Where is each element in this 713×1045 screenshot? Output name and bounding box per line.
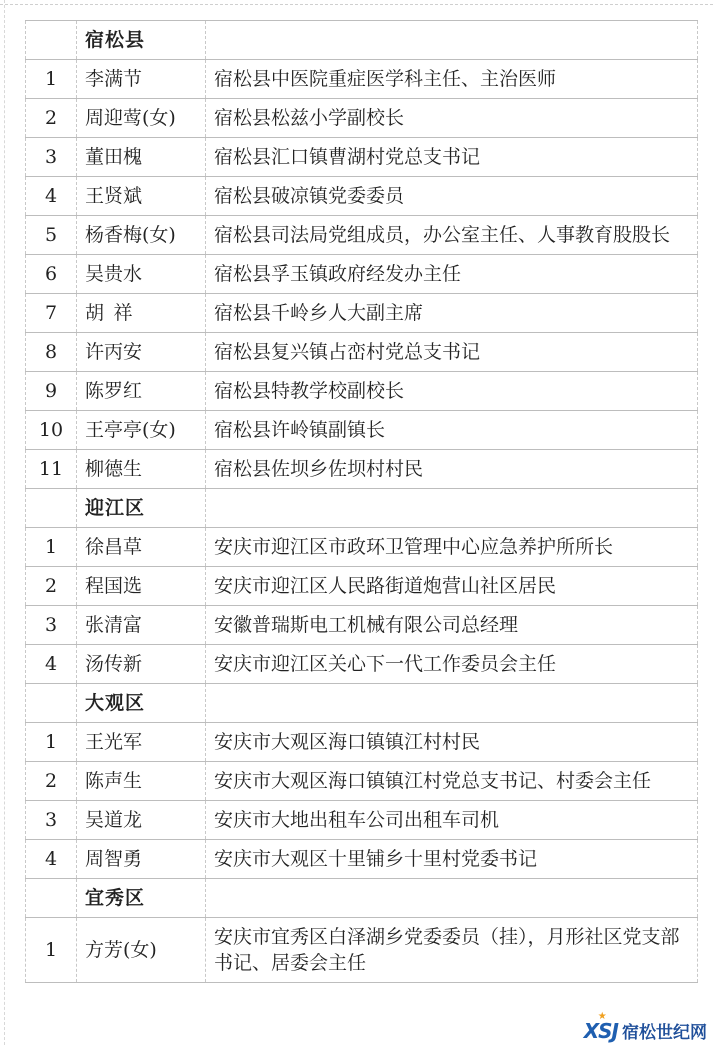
person-name: 杨香梅(女) bbox=[77, 216, 206, 255]
person-name: 王亭亭(女) bbox=[77, 411, 206, 450]
person-position: 宿松县许岭镇副镇长 bbox=[206, 411, 698, 450]
person-name: 程国选 bbox=[77, 567, 206, 606]
section-blank-cell bbox=[206, 879, 698, 918]
person-name: 陈声生 bbox=[77, 762, 206, 801]
section-header-yingjiang bbox=[26, 489, 698, 528]
person-name: 陈罗红 bbox=[77, 372, 206, 411]
row-number: 1 bbox=[26, 723, 77, 762]
table-row bbox=[26, 138, 698, 177]
table-row bbox=[26, 450, 698, 489]
person-position: 宿松县千岭乡人大副主席 bbox=[206, 294, 698, 333]
table-row bbox=[26, 645, 698, 684]
row-number: 4 bbox=[26, 177, 77, 216]
person-name: 李满节 bbox=[77, 60, 206, 99]
person-name: 王贤斌 bbox=[77, 177, 206, 216]
section-title: 宜秀区 bbox=[77, 879, 206, 918]
person-position: 宿松县特教学校副校长 bbox=[206, 372, 698, 411]
table-row bbox=[26, 918, 698, 983]
section-blank-cell bbox=[206, 684, 698, 723]
person-position: 安庆市宜秀区白泽湖乡党委委员（挂），月形社区党支部书记、居委会主任 bbox=[206, 918, 698, 983]
row-number: 1 bbox=[26, 60, 77, 99]
person-position: 安庆市迎江区市政环卫管理中心应急养护所所长 bbox=[206, 528, 698, 567]
section-title: 大观区 bbox=[77, 684, 206, 723]
table-row bbox=[26, 528, 698, 567]
table-row bbox=[26, 411, 698, 450]
star-icon: ★ bbox=[597, 1010, 606, 1022]
site-name: 宿松世纪网 bbox=[622, 1023, 707, 1043]
section-number-cell bbox=[26, 879, 77, 918]
site-logo bbox=[583, 1010, 618, 1043]
person-position: 安庆市迎江区人民路街道炮营山社区居民 bbox=[206, 567, 698, 606]
person-position: 安庆市大观区海口镇镇江村村民 bbox=[206, 723, 698, 762]
row-number: 4 bbox=[26, 840, 77, 879]
roster-table bbox=[25, 20, 698, 983]
person-position: 宿松县孚玉镇政府经发办主任 bbox=[206, 255, 698, 294]
section-header-yixiu bbox=[26, 879, 698, 918]
row-number: 2 bbox=[26, 762, 77, 801]
person-name: 王光军 bbox=[77, 723, 206, 762]
table-row bbox=[26, 255, 698, 294]
row-number: 11 bbox=[26, 450, 77, 489]
section-number-cell bbox=[26, 684, 77, 723]
table-row bbox=[26, 606, 698, 645]
row-number: 7 bbox=[26, 294, 77, 333]
person-position: 宿松县佐坝乡佐坝村村民 bbox=[206, 450, 698, 489]
table-row bbox=[26, 762, 698, 801]
table-row bbox=[26, 333, 698, 372]
row-number: 8 bbox=[26, 333, 77, 372]
page-top-edge bbox=[0, 0, 713, 5]
table-row bbox=[26, 294, 698, 333]
person-name: 吴道龙 bbox=[77, 801, 206, 840]
site-watermark bbox=[583, 1010, 707, 1043]
person-name: 汤传新 bbox=[77, 645, 206, 684]
row-number: 2 bbox=[26, 99, 77, 138]
table-row bbox=[26, 723, 698, 762]
person-name: 董田槐 bbox=[77, 138, 206, 177]
row-number: 10 bbox=[26, 411, 77, 450]
person-position: 安徽普瑞斯电工机械有限公司总经理 bbox=[206, 606, 698, 645]
section-title: 宿松县 bbox=[77, 21, 206, 60]
person-name: 吴贵水 bbox=[77, 255, 206, 294]
person-name: 徐昌草 bbox=[77, 528, 206, 567]
person-position: 宿松县中医院重症医学科主任、主治医师 bbox=[206, 60, 698, 99]
row-number: 3 bbox=[26, 801, 77, 840]
table-row bbox=[26, 801, 698, 840]
page-left-edge bbox=[4, 0, 5, 1045]
row-number: 1 bbox=[26, 918, 77, 983]
person-position: 安庆市大观区十里铺乡十里村党委书记 bbox=[206, 840, 698, 879]
person-position: 安庆市大观区海口镇镇江村党总支书记、村委会主任 bbox=[206, 762, 698, 801]
section-blank-cell bbox=[206, 489, 698, 528]
section-header-susong bbox=[26, 21, 698, 60]
person-name: 周迎莺(女) bbox=[77, 99, 206, 138]
person-name: 柳德生 bbox=[77, 450, 206, 489]
table-row bbox=[26, 216, 698, 255]
person-position: 宿松县汇口镇曹湖村党总支书记 bbox=[206, 138, 698, 177]
person-name: 胡祥 bbox=[77, 294, 206, 333]
table-row bbox=[26, 372, 698, 411]
row-number: 9 bbox=[26, 372, 77, 411]
person-position: 安庆市迎江区关心下一代工作委员会主任 bbox=[206, 645, 698, 684]
person-position: 宿松县复兴镇占峦村党总支书记 bbox=[206, 333, 698, 372]
section-header-daguan bbox=[26, 684, 698, 723]
person-name: 许丙安 bbox=[77, 333, 206, 372]
person-position: 宿松县破凉镇党委委员 bbox=[206, 177, 698, 216]
table-row bbox=[26, 60, 698, 99]
person-position: 宿松县松兹小学副校长 bbox=[206, 99, 698, 138]
site-logo-text: XSJ bbox=[583, 1018, 618, 1043]
row-number: 3 bbox=[26, 606, 77, 645]
row-number: 5 bbox=[26, 216, 77, 255]
row-number: 2 bbox=[26, 567, 77, 606]
row-number: 3 bbox=[26, 138, 77, 177]
person-name: 张清富 bbox=[77, 606, 206, 645]
row-number: 4 bbox=[26, 645, 77, 684]
section-title: 迎江区 bbox=[77, 489, 206, 528]
table-row bbox=[26, 99, 698, 138]
person-name: 方芳(女) bbox=[77, 918, 206, 983]
person-position: 安庆市大地出租车公司出租车司机 bbox=[206, 801, 698, 840]
section-number-cell bbox=[26, 489, 77, 528]
section-number-cell bbox=[26, 21, 77, 60]
table-row bbox=[26, 840, 698, 879]
person-position: 宿松县司法局党组成员，办公室主任、人事教育股股长 bbox=[206, 216, 698, 255]
person-name: 周智勇 bbox=[77, 840, 206, 879]
row-number: 6 bbox=[26, 255, 77, 294]
table-row bbox=[26, 567, 698, 606]
row-number: 1 bbox=[26, 528, 77, 567]
section-blank-cell bbox=[206, 21, 698, 60]
table-row bbox=[26, 177, 698, 216]
